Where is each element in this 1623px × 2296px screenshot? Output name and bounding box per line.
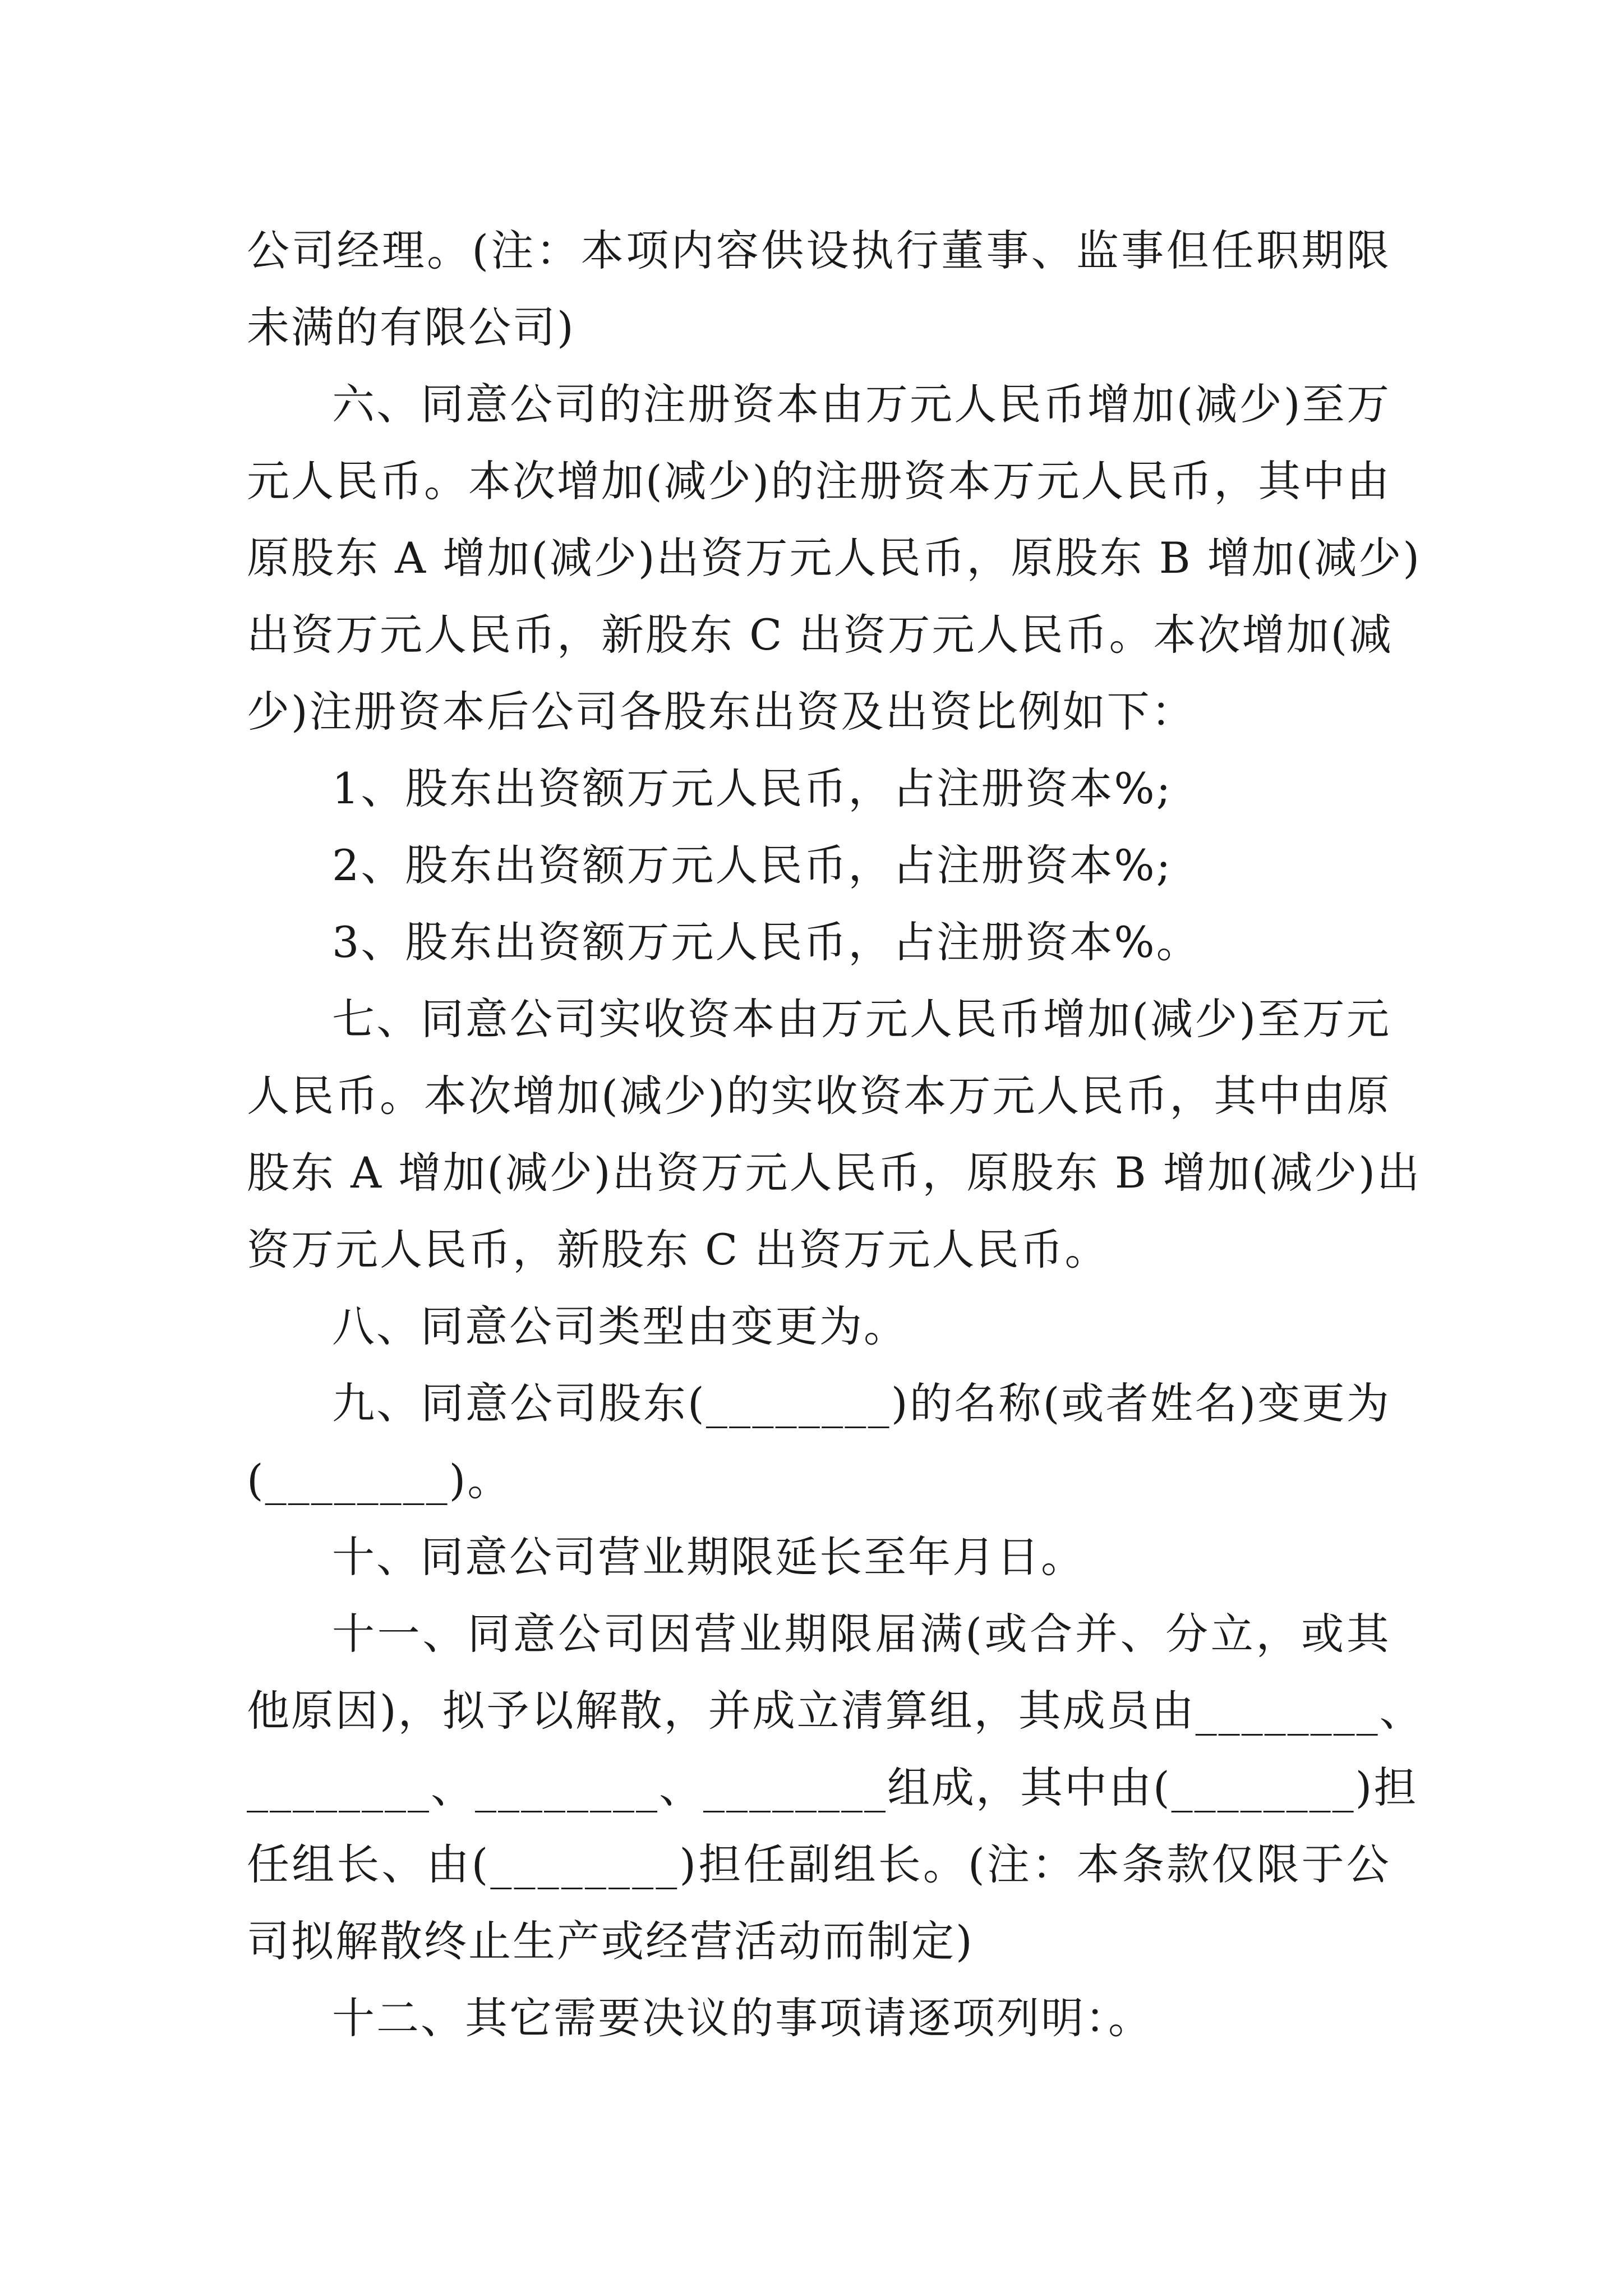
text-line: 股 东 A 增 加 ( 减 少 ) 出 资 万 元 人 民 币 ， 原 股 东 B 增 加 ( 减 少 ) 出: [247, 1148, 1422, 1198]
text-line: 六 、 同 意 公 司 的 注 册 资 本 由 万 元 人 民 币 增 加 ( 减 少 ) 至 万: [332, 379, 1391, 429]
text-line: 十、同意公司营业期限延长至年月日。: [332, 1532, 1085, 1582]
document-page: [247, 212, 1424, 2056]
text-line: 未满的有限公司): [247, 302, 575, 352]
text-line: _ _ _ _ _ _ _ _ 、 _ _ _ _ _ _ _ _ 、 _ _ _ _ _ _ _ _ 组 成 ， 其 中 由 ( _ _ _ _ _ _ _ _ ) 担: [247, 1763, 1418, 1812]
paragraph-11: [247, 1595, 1424, 1980]
text-line: 公 司 经 理 。 ( 注 ： 本 项 内 容 供 设 执 行 董 事 、 监 事 但 任 职 期 限: [247, 226, 1391, 275]
text-line: 任 组 长 、 由 ( _ _ _ _ _ _ _ _ ) 担 任 副 组 长 。 ( 注 ： 本 条 款 仅 限 于 公: [247, 1839, 1391, 1889]
text-line: 少)注册资本后公司各股东出资及出资比例如下：: [247, 687, 1196, 737]
text-line: 司拟解散终止生产或经营活动而制定): [247, 1916, 974, 1966]
text-line: 十二、其它需要决议的事项请逐项列明：。: [332, 1993, 1152, 2043]
text-line: 原 股 东 A 增 加 ( 减 少 ) 出 资 万 元 人 民 币 ， 原 股 东 B 增 加 ( 减 少 ): [247, 533, 1422, 583]
paragraph-6-item-2: [247, 827, 1391, 904]
text-line: 八、同意公司类型由变更为。: [332, 1301, 908, 1351]
text-line: 出 资 万 元 人 民 币 ， 新 股 东 C 出 资 万 元 人 民 币 。 本 次 增 加 ( 减: [247, 610, 1394, 660]
text-line: 七 、 同 意 公 司 实 收 资 本 由 万 元 人 民 币 增 加 ( 减 少 ) 至 万 元: [332, 994, 1391, 1044]
paragraph-6: [247, 366, 1422, 750]
text-line: 他 原 因 ) ， 拟 予 以 解 散 ， 并 成 立 清 算 组 ， 其 成 员 由 _ _ _ _ _ _ _ _ 、: [247, 1686, 1424, 1736]
text-line: 3、股东出资额万元人民币，占注册资本%。: [332, 917, 1201, 967]
paragraph-continuation: [247, 212, 1391, 366]
paragraph-6-item-3: [247, 904, 1391, 981]
text-line: 元 人 民 币 。 本 次 增 加 ( 减 少 ) 的 注 册 资 本 万 元 人 民 币 ， 其 中 由: [247, 456, 1391, 506]
text-line: 九 、 同 意 公 司 股 东 ( _ _ _ _ _ _ _ _ ) 的 名 称 ( 或 者 姓 名 ) 变 更 为: [332, 1378, 1391, 1428]
paragraph-12: [247, 1980, 1391, 2056]
paragraph-9: [247, 1365, 1391, 1519]
text-line: 2、股东出资额万元人民币，占注册资本%;: [332, 840, 1173, 890]
text-line: 资万元人民币，新股东 C 出资万元人民币。: [247, 1225, 1109, 1274]
paragraph-10: [247, 1519, 1391, 1595]
text-line: (________)。: [247, 1455, 512, 1505]
text-line: 人 民 币 。 本 次 增 加 ( 减 少 ) 的 实 收 资 本 万 元 人 民 币 ， 其 中 由 原: [247, 1071, 1391, 1121]
paragraph-6-item-1: [247, 750, 1391, 827]
paragraph-8: [247, 1288, 1391, 1365]
text-line: 1、股东出资额万元人民币，占注册资本%;: [332, 763, 1173, 813]
text-line: 十 一 、 同 意 公 司 因 营 业 期 限 届 满 ( 或 合 并 、 分 立 ， 或 其: [332, 1609, 1391, 1659]
paragraph-7: [247, 981, 1422, 1288]
